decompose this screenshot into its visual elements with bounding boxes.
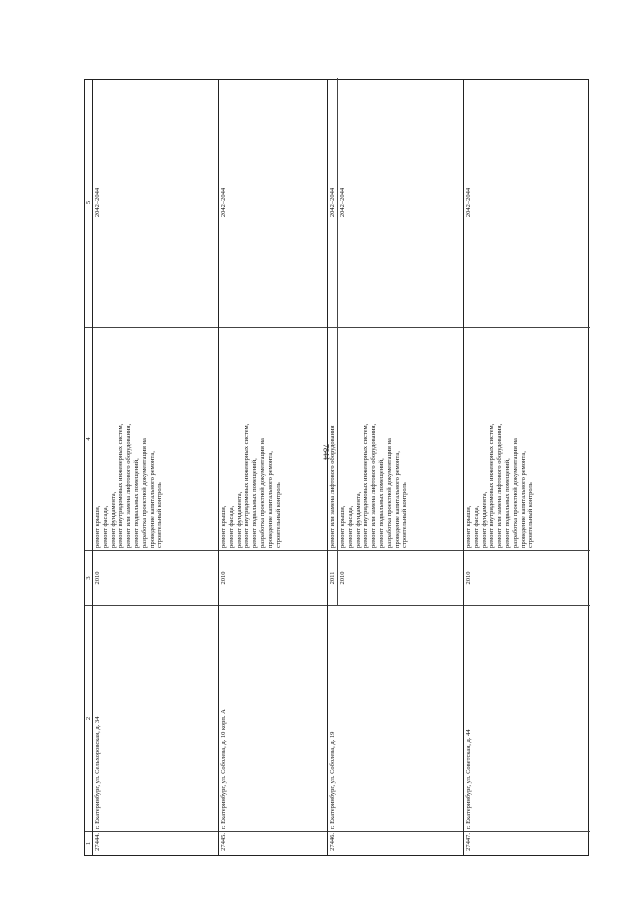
- period: 2042–2044: [220, 187, 227, 218]
- work-item: ремонт фундамента,: [480, 491, 488, 548]
- year-cell: [464, 550, 590, 605]
- address-cell: [328, 605, 463, 831]
- work-item: ремонт фундамента,: [109, 491, 117, 548]
- work-item: ремонт фундамента,: [354, 491, 362, 548]
- year: 2010: [220, 571, 227, 585]
- work-item: ремонт внутридомовых инженерных систем,: [488, 423, 496, 548]
- address: г. Екатеринбург, ул. Соболева, д. 19: [329, 731, 336, 829]
- period-cell: [93, 78, 218, 327]
- year-sub-top: [328, 551, 338, 605]
- work-item: разработка проектной документации на: [258, 438, 266, 548]
- work-item: разработка проектной документации на: [140, 438, 148, 548]
- work-item: проведение капитального ремонта,: [266, 451, 274, 548]
- row-number-cell: [464, 831, 590, 855]
- row-number: 27446.: [329, 833, 336, 851]
- year: 2011: [329, 571, 336, 585]
- row-number-cell: [219, 831, 327, 855]
- rotated-table-wrapper: [84, 79, 589, 856]
- address: г. Екатеринбург, ул. Советская, д. 44: [465, 729, 472, 829]
- table-row: [464, 80, 590, 855]
- work-item: разработка проектной документации на: [385, 438, 393, 548]
- work-item: ремонт внутридомовых инженерных систем,: [362, 423, 370, 548]
- work-item: ремонт подвальных помещений,: [503, 458, 511, 548]
- works-cell: [464, 327, 590, 550]
- period: 2042–2044: [465, 187, 472, 218]
- work-item: строительный контроль: [527, 482, 535, 548]
- row-number: 27444.: [94, 833, 101, 851]
- works-cell: [219, 327, 327, 550]
- works-list: [219, 328, 283, 550]
- period: 2042–2044: [94, 187, 101, 218]
- works-cell: [328, 327, 463, 550]
- work-item: ремонт фундамента,: [235, 491, 243, 548]
- work-item: ремонт внутридомовых инженерных систем,: [243, 423, 251, 548]
- page-number: 7844: [321, 444, 331, 460]
- work-item: проведение капитального ремонта,: [148, 451, 156, 548]
- work-item: ремонт фасада,: [227, 505, 235, 548]
- table-row: [328, 80, 464, 855]
- row-number: 27445.: [220, 833, 227, 851]
- row-number-cell: [328, 831, 463, 855]
- works-list: [93, 328, 165, 550]
- works-sub-top: [328, 328, 338, 550]
- year-cell: [328, 550, 463, 605]
- work-item: строительный контроль: [274, 482, 282, 548]
- work-item: проведение капитального ремонта,: [519, 451, 527, 548]
- capital-repair-table: [84, 79, 589, 856]
- header-col-2: 2: [85, 605, 92, 831]
- header-col-4: 4: [85, 327, 92, 550]
- header-col-1: 1: [85, 831, 92, 855]
- work-item: ремонт крыши,: [94, 505, 101, 548]
- table-row: [93, 80, 219, 855]
- row-number: 27447.: [465, 833, 472, 851]
- work-item: ремонт или замена лифтового оборудования,: [496, 423, 504, 548]
- work-item: ремонт подвальных помещений,: [132, 458, 140, 548]
- header-col-5: 5: [85, 200, 92, 205]
- work-item: строительный контроль: [156, 482, 164, 548]
- year: 2010: [465, 571, 472, 585]
- work-item: ремонт или замена лифтового оборудования,: [370, 423, 378, 548]
- work-item: ремонт крыши,: [465, 505, 472, 548]
- period-sub-top: [328, 78, 338, 327]
- work-item: ремонт фасада,: [346, 505, 354, 548]
- address-cell: [219, 605, 327, 831]
- address: г. Екатеринбург, ул. Соболева, д. 10 корп. А: [220, 709, 227, 829]
- period-cell: [464, 78, 590, 327]
- year-sub-bottom: [338, 551, 348, 605]
- work-item: ремонт или замена лифтового оборудования: [329, 425, 336, 548]
- work-item: ремонт фасада,: [101, 505, 109, 548]
- table-header-row: [85, 80, 93, 855]
- header-col-3: 3: [85, 550, 92, 605]
- period-cell: [328, 78, 463, 327]
- works-sub-bottom: [338, 328, 410, 550]
- year: 2010: [339, 571, 346, 585]
- work-item: ремонт крыши,: [220, 505, 227, 548]
- address: г. Екатеринбург, ул. Сельхоровская, д. 34: [94, 716, 101, 829]
- period: 2042–2044: [339, 187, 346, 218]
- works-cell: [93, 327, 218, 550]
- work-item: проведение капитального ремонта,: [393, 451, 401, 548]
- year: 2010: [94, 571, 101, 585]
- period-cell: [219, 78, 327, 327]
- work-item: ремонт фасада,: [472, 505, 480, 548]
- table-row: [219, 80, 328, 855]
- work-item: ремонт крыши,: [339, 505, 346, 548]
- work-item: ремонт внутридомовых инженерных систем,: [117, 423, 125, 548]
- year-cell: [219, 550, 327, 605]
- period-sub-bottom: [338, 78, 348, 327]
- work-item: ремонт подвальных помещений,: [377, 458, 385, 548]
- works-list: [464, 328, 536, 550]
- row-number-cell: [93, 831, 218, 855]
- work-item: ремонт подвальных помещений,: [251, 458, 259, 548]
- work-item: строительный контроль: [401, 482, 409, 548]
- address-cell: [464, 605, 590, 831]
- period: 2042–2044: [329, 187, 336, 218]
- year-cell: [93, 550, 218, 605]
- address-cell: [93, 605, 218, 831]
- work-item: разработка проектной документации на: [511, 438, 519, 548]
- works-list: [338, 328, 410, 550]
- work-item: ремонт или замена лифтового оборудования,: [125, 423, 133, 548]
